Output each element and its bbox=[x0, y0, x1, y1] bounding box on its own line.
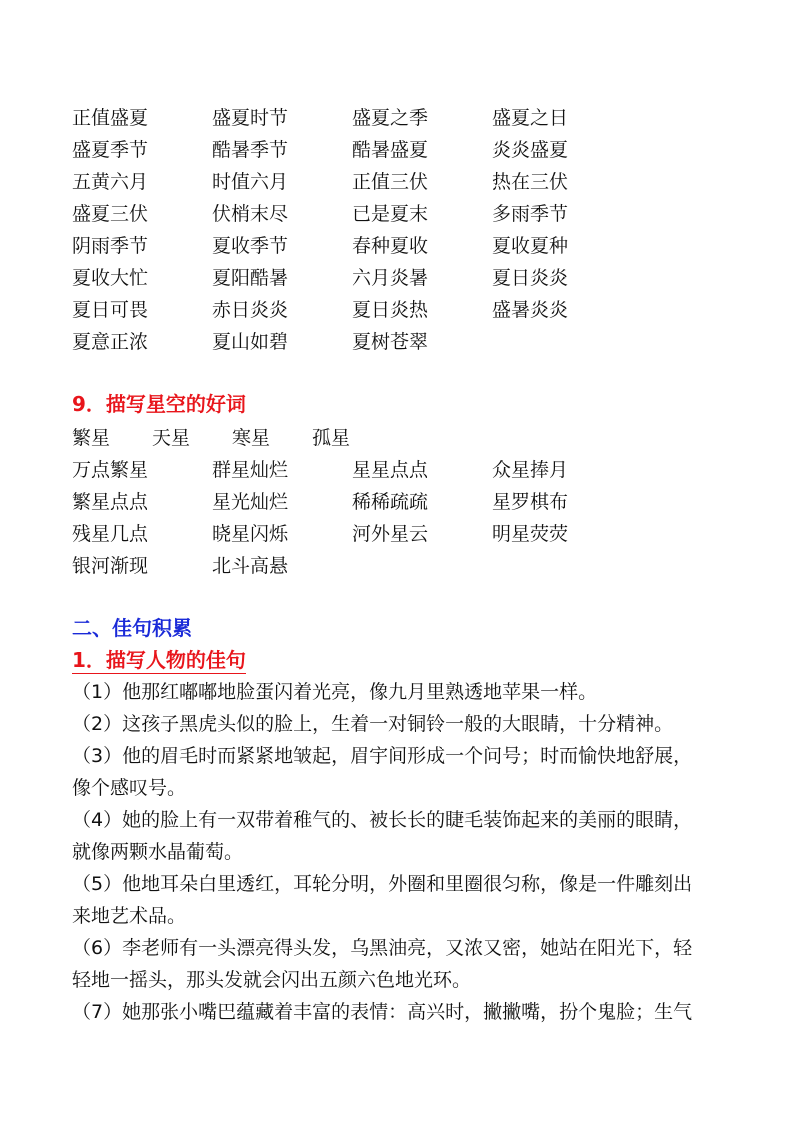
word-cell: 残星几点 bbox=[72, 522, 149, 545]
word-cell: 春种夏收 bbox=[352, 234, 429, 257]
sentence-line: 轻地一摇头，那头发就会闪出五颜六色地光环。 bbox=[72, 969, 472, 991]
sentence-line: （7）她那张小嘴巴蕴藏着丰富的表情：高兴时，撇撇嘴，扮个鬼脸；生气 bbox=[72, 1001, 693, 1023]
word-cell: 繁星点点 bbox=[72, 490, 149, 513]
word-cell: 盛夏之日 bbox=[492, 106, 569, 129]
word-row bbox=[72, 100, 732, 132]
word-cell: 正值三伏 bbox=[352, 170, 429, 193]
word-row bbox=[72, 260, 732, 292]
word-cell: 多雨季节 bbox=[492, 202, 569, 225]
word-cell: 万点繁星 bbox=[72, 458, 149, 481]
word-row bbox=[72, 484, 732, 516]
word-cell: 繁星 bbox=[72, 426, 111, 449]
word-cell: 寒星 bbox=[232, 426, 271, 449]
word-cell: 盛暑炎炎 bbox=[492, 298, 569, 321]
word-row bbox=[72, 548, 732, 580]
word-cell: 正值盛夏 bbox=[72, 106, 149, 129]
word-cell: 盛夏季节 bbox=[72, 138, 149, 161]
simple-word-row bbox=[72, 420, 732, 452]
word-cell: 六月炎暑 bbox=[352, 266, 429, 289]
word-cell: 北斗高悬 bbox=[212, 554, 289, 577]
word-cell: 夏日可畏 bbox=[72, 298, 149, 321]
section-spacer bbox=[72, 356, 732, 388]
sentence-line: （4）她的脸上有一双带着稚气的、被长长的睫毛装饰起来的美丽的眼睛， bbox=[72, 809, 693, 831]
word-row bbox=[72, 452, 732, 484]
document-page bbox=[72, 100, 732, 1028]
word-cell: 夏阳酷暑 bbox=[212, 266, 289, 289]
word-cell: 已是夏末 bbox=[352, 202, 429, 225]
sub-heading-text: 1．描写人物的佳句 bbox=[72, 648, 246, 672]
word-cell: 夏收夏种 bbox=[492, 234, 569, 257]
word-cell: 明星荧荧 bbox=[492, 522, 569, 545]
word-row bbox=[72, 228, 732, 260]
section-heading-starry-sky: 9．描写星空的好词 bbox=[72, 392, 246, 416]
word-cell: 星罗棋布 bbox=[492, 490, 569, 513]
starry-words-grid bbox=[72, 452, 732, 580]
word-cell: 群星灿烂 bbox=[212, 458, 289, 481]
word-cell: 热在三伏 bbox=[492, 170, 569, 193]
word-cell: 夏收季节 bbox=[212, 234, 289, 257]
word-row bbox=[72, 132, 732, 164]
sentence-line: 就像两颗水晶葡萄。 bbox=[72, 841, 244, 863]
word-cell: 星光灿烂 bbox=[212, 490, 289, 513]
sentence-line: （3）他的眉毛时而紧紧地皱起，眉宇间形成一个问号；时而愉快地舒展， bbox=[72, 745, 693, 767]
word-cell: 时值六月 bbox=[212, 170, 289, 193]
word-row bbox=[72, 292, 732, 324]
word-row bbox=[72, 164, 732, 196]
word-row bbox=[72, 324, 732, 356]
sentence-line: 像个感叹号。 bbox=[72, 777, 187, 799]
word-cell: 盛夏三伏 bbox=[72, 202, 149, 225]
word-cell: 盛夏时节 bbox=[212, 106, 289, 129]
word-cell: 夏树苍翠 bbox=[352, 330, 429, 353]
word-row bbox=[72, 516, 732, 548]
word-cell: 天星 bbox=[152, 426, 191, 449]
word-cell: 孤星 bbox=[312, 426, 351, 449]
sentence-line: （5）他地耳朵白里透红，耳轮分明，外圈和里圈很匀称，像是一件雕刻出 bbox=[72, 873, 693, 895]
word-cell: 众星捧月 bbox=[492, 458, 569, 481]
word-cell: 河外星云 bbox=[352, 522, 429, 545]
word-cell: 酷暑盛夏 bbox=[352, 138, 429, 161]
word-cell: 盛夏之季 bbox=[352, 106, 429, 129]
word-cell: 银河渐现 bbox=[72, 554, 149, 577]
sentence-line: （1）他那红嘟嘟地脸蛋闪着光亮，像九月里熟透地苹果一样。 bbox=[72, 681, 598, 703]
part-heading-sentences: 二、佳句积累 bbox=[72, 616, 192, 640]
sentence-line: （2）这孩子黑虎头似的脸上，生着一对铜铃一般的大眼睛，十分精神。 bbox=[72, 713, 674, 735]
sentence-line: 来地艺术品。 bbox=[72, 905, 187, 927]
sentence-list bbox=[72, 676, 732, 1028]
word-cell: 夏日炎炎 bbox=[492, 266, 569, 289]
word-cell: 炎炎盛夏 bbox=[492, 138, 569, 161]
word-cell: 稀稀疏疏 bbox=[352, 490, 429, 513]
word-cell: 五黄六月 bbox=[72, 170, 149, 193]
sentence-line: （6）李老师有一头漂亮得头发，乌黑油亮，又浓又密，她站在阳光下，轻 bbox=[72, 937, 693, 959]
word-cell: 晓星闪烁 bbox=[212, 522, 289, 545]
section-spacer bbox=[72, 580, 732, 612]
word-cell: 阴雨季节 bbox=[72, 234, 149, 257]
summer-words-grid bbox=[72, 100, 732, 356]
sub-heading-people-sentences bbox=[72, 644, 732, 676]
word-cell: 夏意正浓 bbox=[72, 330, 149, 353]
word-cell: 伏梢末尽 bbox=[212, 202, 289, 225]
word-cell: 星星点点 bbox=[352, 458, 429, 481]
word-cell: 夏收大忙 bbox=[72, 266, 149, 289]
word-row bbox=[72, 196, 732, 228]
word-cell: 赤日炎炎 bbox=[212, 298, 289, 321]
word-cell: 夏山如碧 bbox=[212, 330, 289, 353]
word-cell: 酷暑季节 bbox=[212, 138, 289, 161]
word-cell: 夏日炎热 bbox=[352, 298, 429, 321]
